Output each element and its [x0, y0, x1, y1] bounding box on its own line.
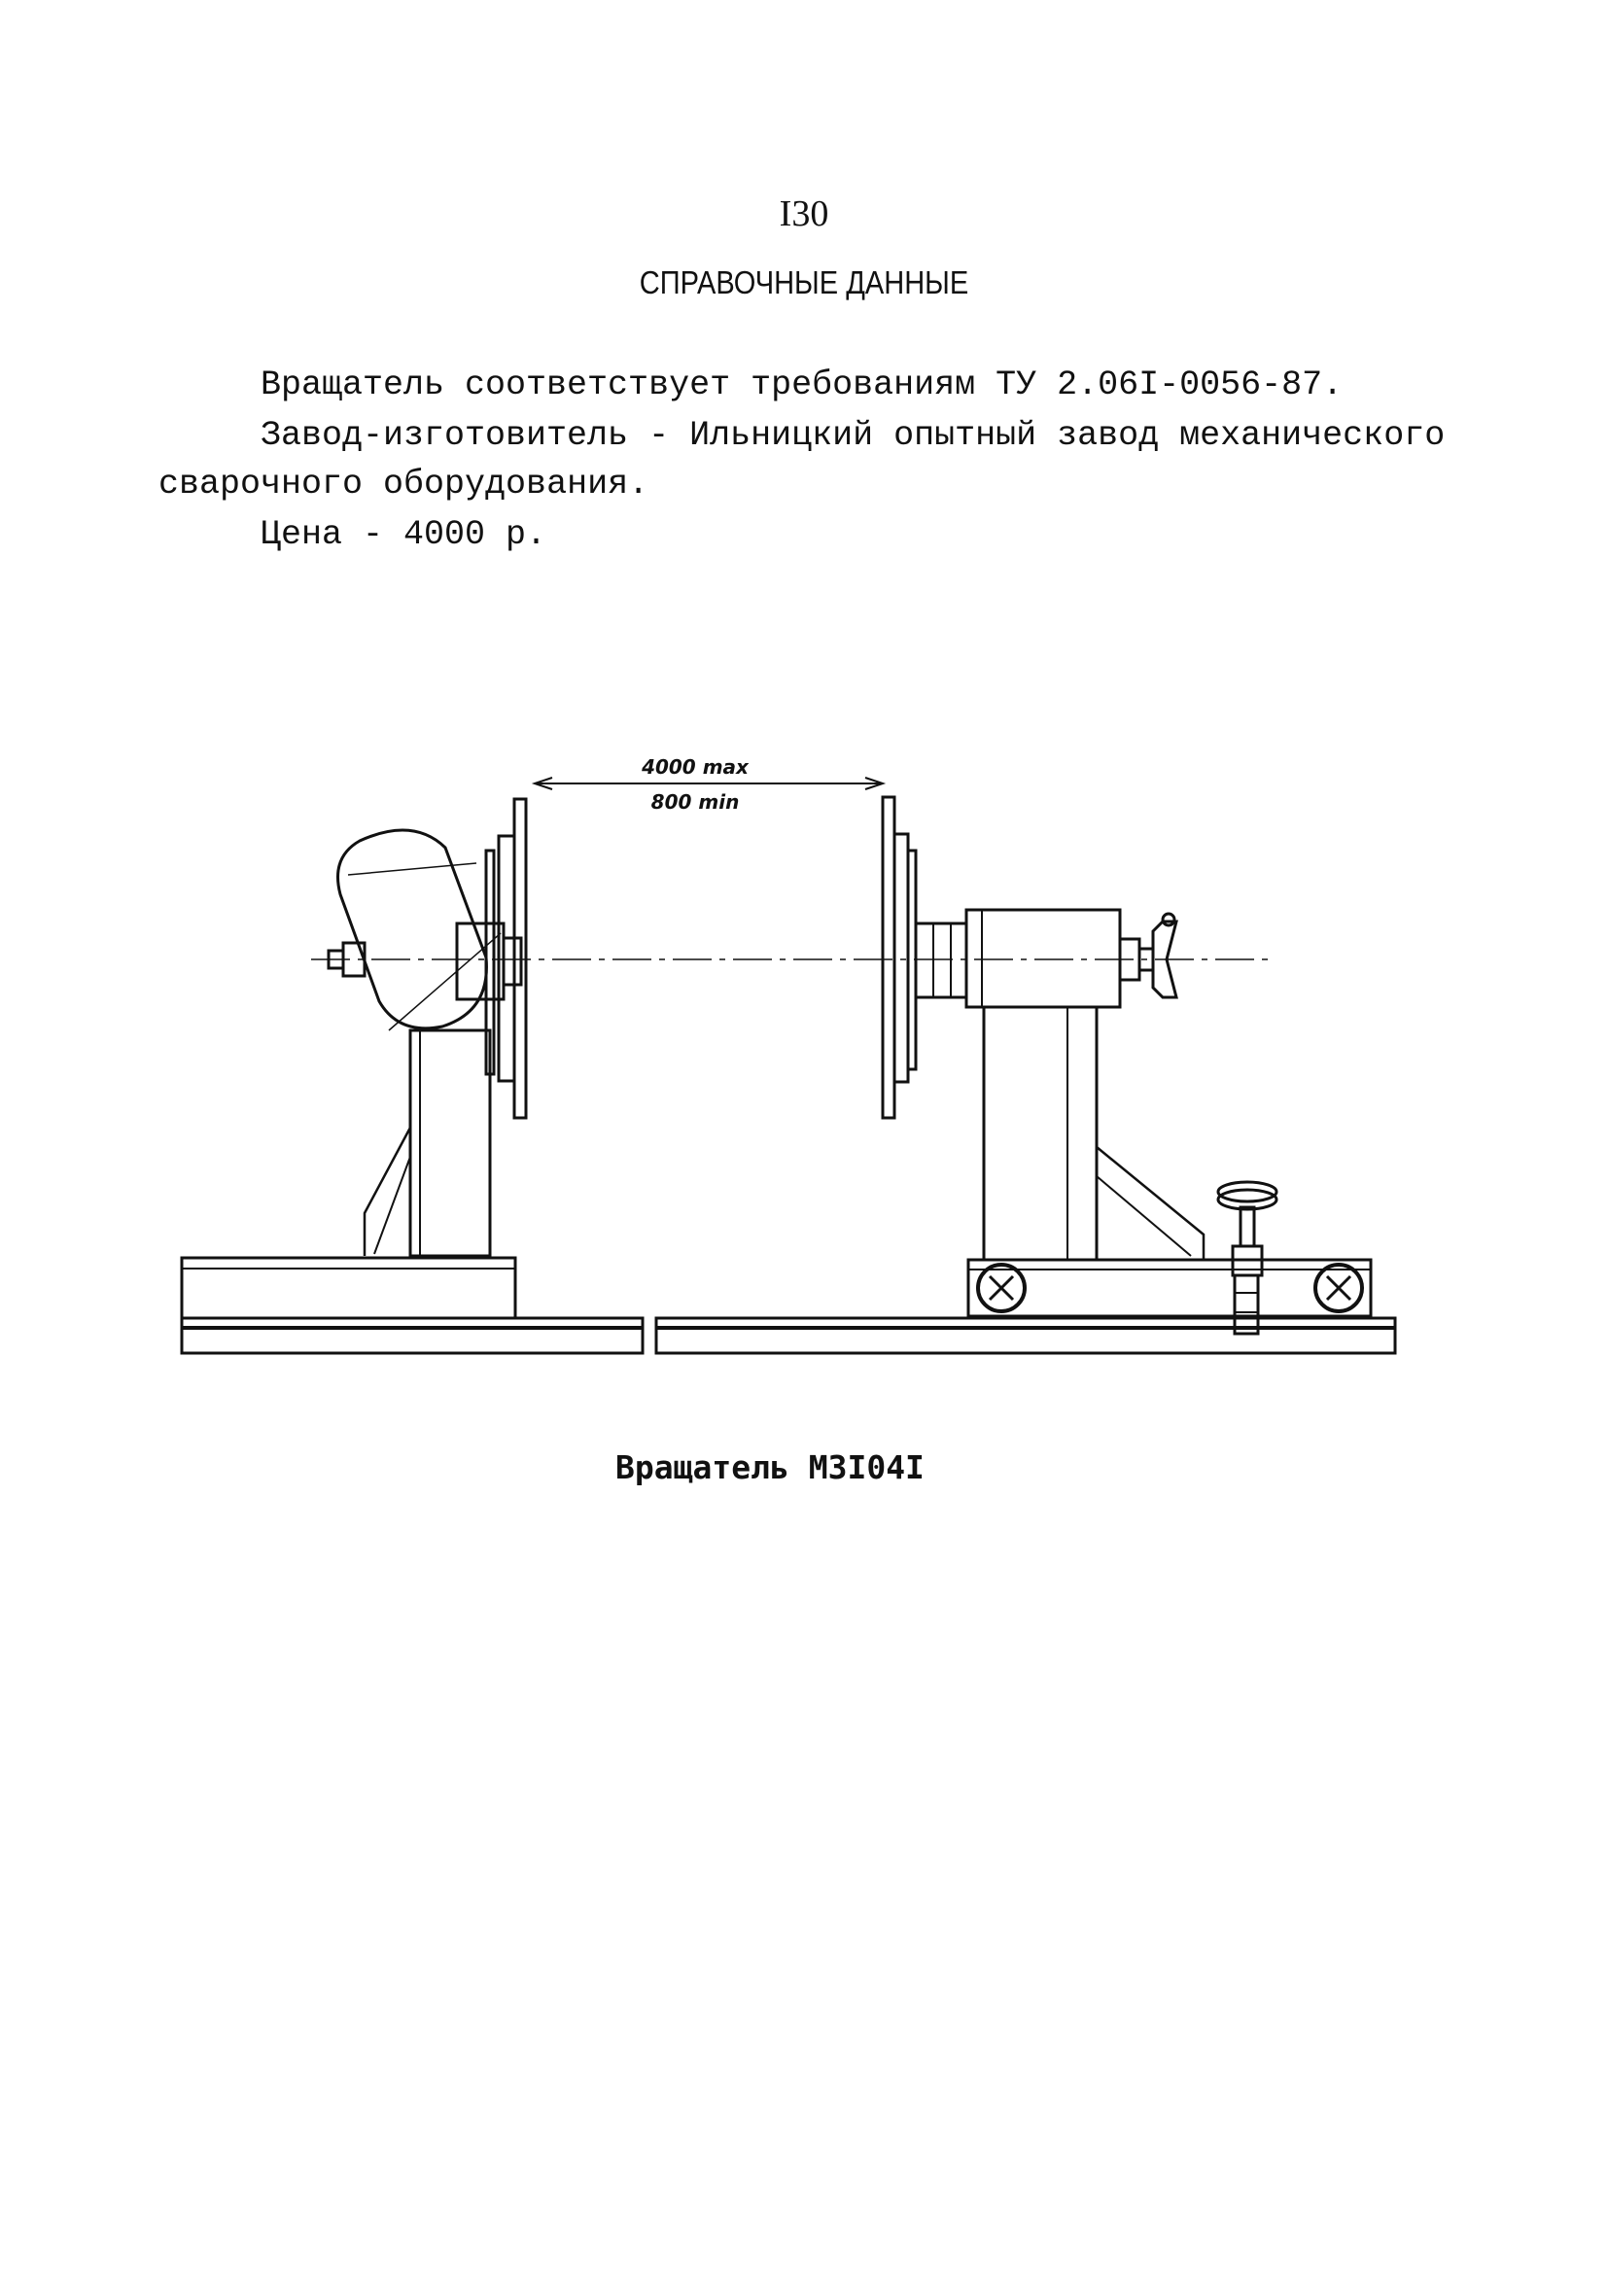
dimension-max-label: 4000 max	[642, 755, 749, 779]
tailstock-quill-housing	[966, 910, 1120, 1007]
left-rail	[182, 1318, 643, 1353]
figure-caption: Вращатель М3I04I	[615, 1448, 925, 1486]
left-column	[410, 1030, 490, 1256]
right-tailstock	[883, 797, 1371, 1334]
left-base	[182, 1258, 515, 1318]
paragraph-manufacturer-cont: сварочного оборудования.	[158, 465, 649, 504]
right-rail	[656, 1318, 1395, 1353]
rotator-drawing	[165, 739, 1429, 1380]
dimension-min-label: 800 min	[650, 790, 740, 814]
page-number: I30	[779, 193, 829, 234]
right-column	[984, 1007, 1097, 1260]
right-faceplate	[883, 797, 894, 1118]
left-faceplate-back	[499, 836, 514, 1081]
left-headstock	[182, 799, 526, 1318]
section-title: СПРАВОЧНЫЕ ДАННЫЕ	[639, 264, 969, 300]
tailstock-carriage	[968, 1260, 1371, 1316]
paragraph-manufacturer: Завод-изготовитель - Ильницкий опытный завод механического	[261, 416, 1446, 455]
paragraph-spec: Вращатель соответствует требованиям ТУ 2.06I-0056-87.	[261, 365, 1344, 404]
paragraph-price: Цена - 4000 р.	[261, 515, 547, 554]
